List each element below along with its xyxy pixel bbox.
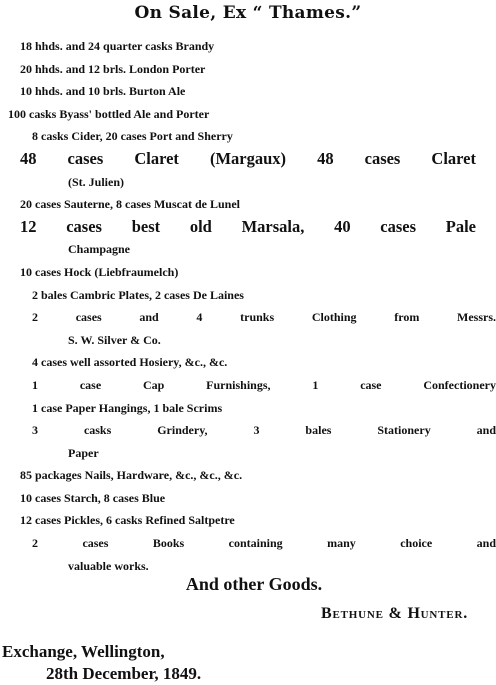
place-line: Exchange, Wellington, <box>2 642 165 661</box>
item-line: 2 bales Cambric Plates, 2 cases De Laines <box>32 287 244 302</box>
item-line: 10 cases Starch, 8 cases Blue <box>20 490 166 505</box>
list-item <box>0 284 496 307</box>
list-item <box>0 148 496 193</box>
goods-list <box>0 35 496 577</box>
list-item <box>0 216 496 261</box>
list-item <box>0 487 496 510</box>
item-line: 1 case Paper Hangings, 1 bale Scrims <box>32 400 223 415</box>
item-line: 3 casks Grindery, 3 bales Stationery and <box>32 423 496 438</box>
list-item <box>0 419 496 464</box>
list-item <box>0 35 496 58</box>
other-goods-note: And other Goods. <box>185 574 323 594</box>
list-item <box>0 351 496 374</box>
list-item <box>0 103 496 126</box>
date-line: 28th December, 1849. <box>46 664 202 683</box>
list-item <box>0 306 496 351</box>
list-item <box>0 261 496 284</box>
item-line: 100 casks Byass' bottled Ale and Porter <box>8 106 210 121</box>
item-line: 18 hhds. and 24 quarter casks Brandy <box>20 39 215 53</box>
item-line: 8 casks Cider, 20 cases Port and Sherry <box>32 129 233 144</box>
item-line: 2 cases Books containing many choice and <box>32 536 496 551</box>
item-line: 10 hhds. and 10 brls. Burton Ale <box>20 84 186 99</box>
list-item <box>0 125 496 148</box>
list-item <box>0 532 496 577</box>
item-line: 10 cases Hock (Liebfraumelch) <box>20 264 179 279</box>
list-item <box>0 464 496 487</box>
item-line: 12 cases Pickles, 6 casks Refined Saltpetre <box>20 513 235 528</box>
item-line: 12 cases best old Marsala, 40 cases Pale <box>20 216 476 236</box>
item-line-continued: S. W. Silver & Co. <box>68 332 161 347</box>
list-item <box>0 58 496 81</box>
item-line: 20 cases Sauterne, 8 cases Muscat de Lunel <box>20 197 240 212</box>
item-line-continued: Paper <box>68 445 99 460</box>
list-item <box>0 193 496 216</box>
list-item <box>0 374 496 397</box>
list-item <box>0 509 496 532</box>
firm-signature: Bethune & Hunter. <box>320 605 468 622</box>
list-item <box>0 397 496 420</box>
list-item <box>0 80 496 103</box>
item-line: 48 cases Claret (Margaux) 48 cases Claret <box>20 148 476 168</box>
item-line: 4 cases well assorted Hosiery, &c., &c. <box>32 355 228 370</box>
item-line: 20 hhds. and 12 brls. London Porter <box>20 61 206 76</box>
item-line-continued: valuable works. <box>68 558 149 573</box>
item-line-continued: Champagne <box>68 242 131 257</box>
item-line: 85 packages Nails, Hardware, &c., &c., &c. <box>20 468 243 483</box>
ad-heading: On Sale, Ex “ Thames.” <box>134 3 362 23</box>
item-line: 1 case Cap Furnishings, 1 case Confectionery <box>32 377 496 392</box>
item-line: 2 cases and 4 trunks Clothing from Messrs. <box>32 310 496 325</box>
item-line-continued: (St. Julien) <box>68 174 125 189</box>
